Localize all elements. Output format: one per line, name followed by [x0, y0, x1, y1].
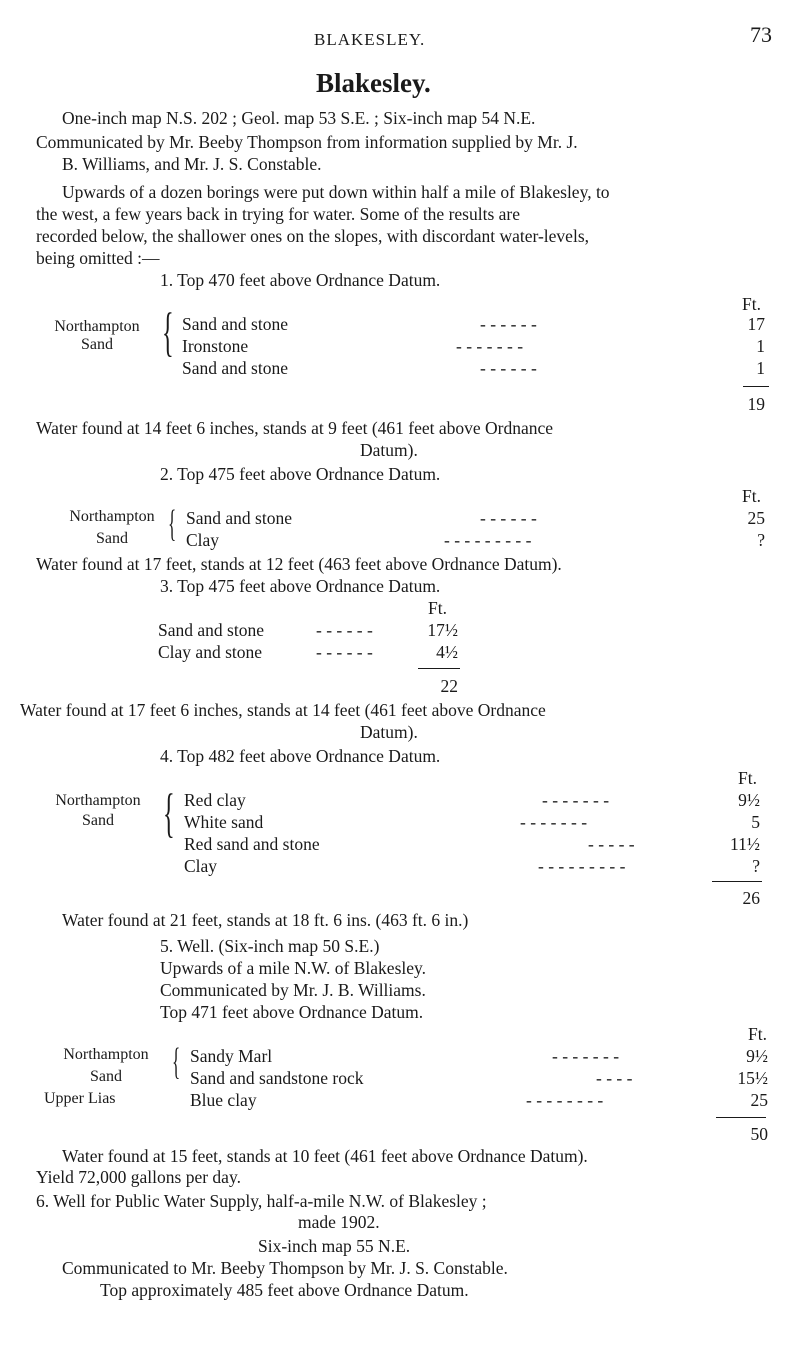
leader-dots: - - - - - - [480, 508, 537, 528]
total-value: 50 [750, 1124, 768, 1144]
boring-2-group-label-2: Sand [96, 530, 128, 547]
map-references: One-inch map N.S. 202 ; Geol. map 53 S.E. ; Six-inch map 54 N.E. [62, 108, 536, 128]
intro-paragraph-line-1: Upwards of a dozen borings were put down within half a mile of Blakesley, to [62, 182, 610, 202]
boring-5-location: Upwards of a mile N.W. of Blakesley. [160, 958, 427, 978]
total-rule [712, 881, 762, 882]
thickness-value: 9½ [746, 1046, 768, 1066]
intro-paragraph-line-2: the west, a few years back in trying for water. Some of the results are [36, 204, 521, 224]
boring-1-group-label-2: Sand [81, 336, 113, 353]
water-note: Water found at 17 feet, stands at 12 feet (463 feet above Ordnance Datum). [36, 554, 562, 574]
leader-dots: - - - - - [588, 834, 635, 854]
boring-6-communicated: Communicated to Mr. Beeby Thompson by Mr. J. S. Constable. [62, 1258, 508, 1278]
stratum-name: Sandy Marl [190, 1046, 273, 1066]
boring-2-heading: 2. Top 475 feet above Ordnance Datum. [160, 464, 441, 484]
boring-2-brace: { [168, 503, 177, 545]
boring-5-top: Top 471 feet above Ordnance Datum. [160, 1002, 424, 1022]
page-number: 73 [750, 22, 772, 47]
boring-5-heading: 5. Well. (Six-inch map 50 S.E.) [160, 936, 380, 956]
leader-dots: - - - - - - [480, 314, 537, 334]
boring-5-group-label-2: Sand [90, 1068, 122, 1085]
leader-dots: - - - - - - [316, 642, 373, 662]
stratum-name: Clay and stone [158, 642, 263, 662]
leader-dots: - - - - - - - [552, 1046, 620, 1066]
thickness-value: 1 [756, 358, 765, 378]
boring-2-group-label-1: Northampton [69, 508, 155, 525]
total-rule [418, 668, 460, 669]
boring-5-unit: Ft. [748, 1024, 767, 1044]
boring-1-unit: Ft. [742, 294, 761, 314]
leader-dots: - - - - - - - [542, 790, 610, 810]
boring-4-brace: { [163, 783, 175, 843]
stratum-name: Sand and stone [158, 620, 264, 640]
water-note-line-1: Water found at 15 feet, stands at 10 feet (461 feet above Ordnance Datum). [62, 1146, 588, 1166]
stratum-name: Blue clay [190, 1090, 257, 1110]
total-value: 19 [747, 394, 765, 414]
intro-paragraph-line-3: recorded below, the shallower ones on the slopes, with discordant water-levels, [36, 226, 590, 246]
leader-dots: - - - - - - - - - [444, 530, 532, 550]
stratum-name: Clay [184, 856, 218, 876]
boring-1-heading: 1. Top 470 feet above Ordnance Datum. [160, 270, 441, 290]
water-note-line-1: Water found at 17 feet 6 inches, stands at 14 feet (461 feet above Ordnance [20, 700, 546, 720]
communicated-line-2: B. Williams, and Mr. J. S. Constable. [62, 154, 322, 174]
water-note-line-1: Water found at 14 feet 6 inches, stands at 9 feet (461 feet above Ordnance [36, 418, 554, 438]
stratum-name: Red clay [184, 790, 246, 810]
boring-3-unit: Ft. [428, 598, 447, 618]
water-note: Water found at 21 feet, stands at 18 ft. 6 ins. (463 ft. 6 in.) [62, 910, 469, 930]
stratum-name: Clay [186, 530, 220, 550]
thickness-value: 9½ [738, 790, 760, 810]
thickness-value: 1 [756, 336, 765, 356]
boring-5-communicated: Communicated by Mr. J. B. Williams. [160, 980, 426, 1000]
thickness-value: 4½ [436, 642, 458, 662]
stratum-name: White sand [184, 812, 264, 832]
thickness-value: 5 [751, 812, 760, 832]
boring-5-group-label-3: Upper Lias [44, 1090, 116, 1107]
water-note-line-2: Yield 72,000 gallons per day. [36, 1167, 241, 1187]
stratum-name: Sand and stone [186, 508, 292, 528]
leader-dots: - - - - - - - [520, 812, 588, 832]
boring-1-brace: { [162, 302, 174, 362]
boring-4-heading: 4. Top 482 feet above Ordnance Datum. [160, 746, 441, 766]
thickness-value: ? [752, 856, 760, 876]
boring-5-group-label-1: Northampton [63, 1046, 149, 1063]
boring-6-heading-line-2: made 1902. [298, 1212, 380, 1232]
leader-dots: - - - - [596, 1068, 633, 1088]
leader-dots: - - - - - - - - [526, 1090, 604, 1110]
leader-dots: - - - - - - [480, 358, 537, 378]
thickness-value: ? [757, 530, 765, 550]
thickness-value: 25 [750, 1090, 768, 1110]
leader-dots: - - - - - - - - - [538, 856, 626, 876]
boring-2-unit: Ft. [742, 486, 761, 506]
water-note-line-2: Datum). [360, 722, 418, 742]
stratum-name: Ironstone [182, 336, 249, 356]
leader-dots: - - - - - - [316, 620, 373, 640]
thickness-value: 15½ [737, 1068, 768, 1088]
leader-dots: - - - - - - - [456, 336, 524, 356]
thickness-value: 17½ [427, 620, 458, 640]
boring-6-map: Six-inch map 55 N.E. [258, 1236, 411, 1256]
total-rule [716, 1117, 766, 1118]
stratum-name: Sand and stone [182, 358, 288, 378]
boring-4-group-label-2: Sand [82, 812, 114, 829]
communicated-line-1: Communicated by Mr. Beeby Thompson from information supplied by Mr. J. [36, 132, 578, 152]
total-value: 26 [742, 888, 760, 908]
thickness-value: 17 [747, 314, 765, 334]
boring-4-unit: Ft. [738, 768, 757, 788]
intro-paragraph-line-4: being omitted :— [36, 248, 160, 268]
page-title: Blakesley. [316, 68, 431, 98]
boring-1-group-label-1: Northampton [54, 318, 140, 335]
boring-6-heading-line-1: 6. Well for Public Water Supply, half-a-mile N.W. of Blakesley ; [36, 1191, 487, 1211]
boring-4-group-label-1: Northampton [55, 792, 141, 809]
boring-6-top: Top approximately 485 feet above Ordnance Datum. [100, 1280, 469, 1300]
water-note-line-2: Datum). [360, 440, 418, 460]
stratum-name: Sand and sandstone rock [190, 1068, 364, 1088]
boring-5-brace: { [172, 1041, 181, 1083]
stratum-name: Sand and stone [182, 314, 288, 334]
thickness-value: 11½ [730, 834, 760, 854]
stratum-name: Red sand and stone [184, 834, 320, 854]
total-value: 22 [440, 676, 458, 696]
total-rule [743, 386, 769, 387]
boring-3-heading: 3. Top 475 feet above Ordnance Datum. [160, 576, 441, 596]
running-title: BLAKESLEY. [314, 30, 426, 49]
thickness-value: 25 [747, 508, 765, 528]
